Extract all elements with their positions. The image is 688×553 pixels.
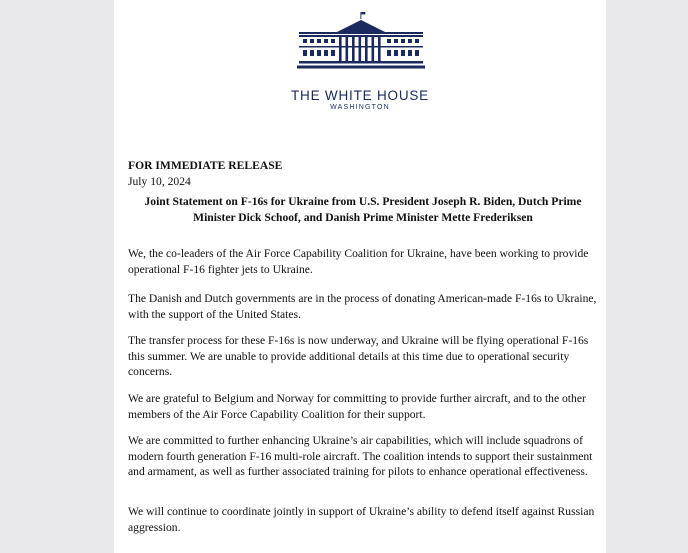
body-paragraph: The Danish and Dutch governments are in the process of donating American-made F-16s to Ukraine, with the support of the United States. xyxy=(128,292,597,321)
white-house-logo-icon xyxy=(297,10,425,74)
org-location: WASHINGTON xyxy=(330,104,390,111)
body-paragraph: We are committed to further enhancing Ukraine’s air capabilities, which will include squadrons of modern fourth generation F-16 multi-role aircraft. The coalition intends to support their sustainment and armament, as well as further associated training for pilots to enhance operational effectiveness. xyxy=(128,434,593,479)
org-name: THE WHITE HOUSE xyxy=(290,88,429,103)
release-date: July 10, 2024 xyxy=(128,175,191,188)
body-paragraph: We are grateful to Belgium and Norway for committing to provide further aircraft, and to the other members of the Air Force Capability Coalition for their support. xyxy=(128,392,586,421)
body-paragraph: We will continue to coordinate jointly in support of Ukraine’s ability to defend itself against Russian aggression. xyxy=(128,505,595,534)
body-paragraph: The transfer process for these F-16s is now underway, and Ukraine will be flying operational F-16s this summer. We are unable to provide additional details at this time due to operational security concerns. xyxy=(128,334,589,379)
press-release-page xyxy=(114,0,606,553)
body-paragraph: We, the co-leaders of the Air Force Capability Coalition for Ukraine, have been working to provide operational F-16 fighter jets to Ukraine. xyxy=(128,247,589,276)
statement-headline: Joint Statement on F-16s for Ukraine from U.S. President Joseph R. Biden, Dutch Prime Minister Dick Schoof, and Danish Prime Minister Mette Frederiksen xyxy=(144,195,582,224)
release-label: FOR IMMEDIATE RELEASE xyxy=(128,159,283,172)
